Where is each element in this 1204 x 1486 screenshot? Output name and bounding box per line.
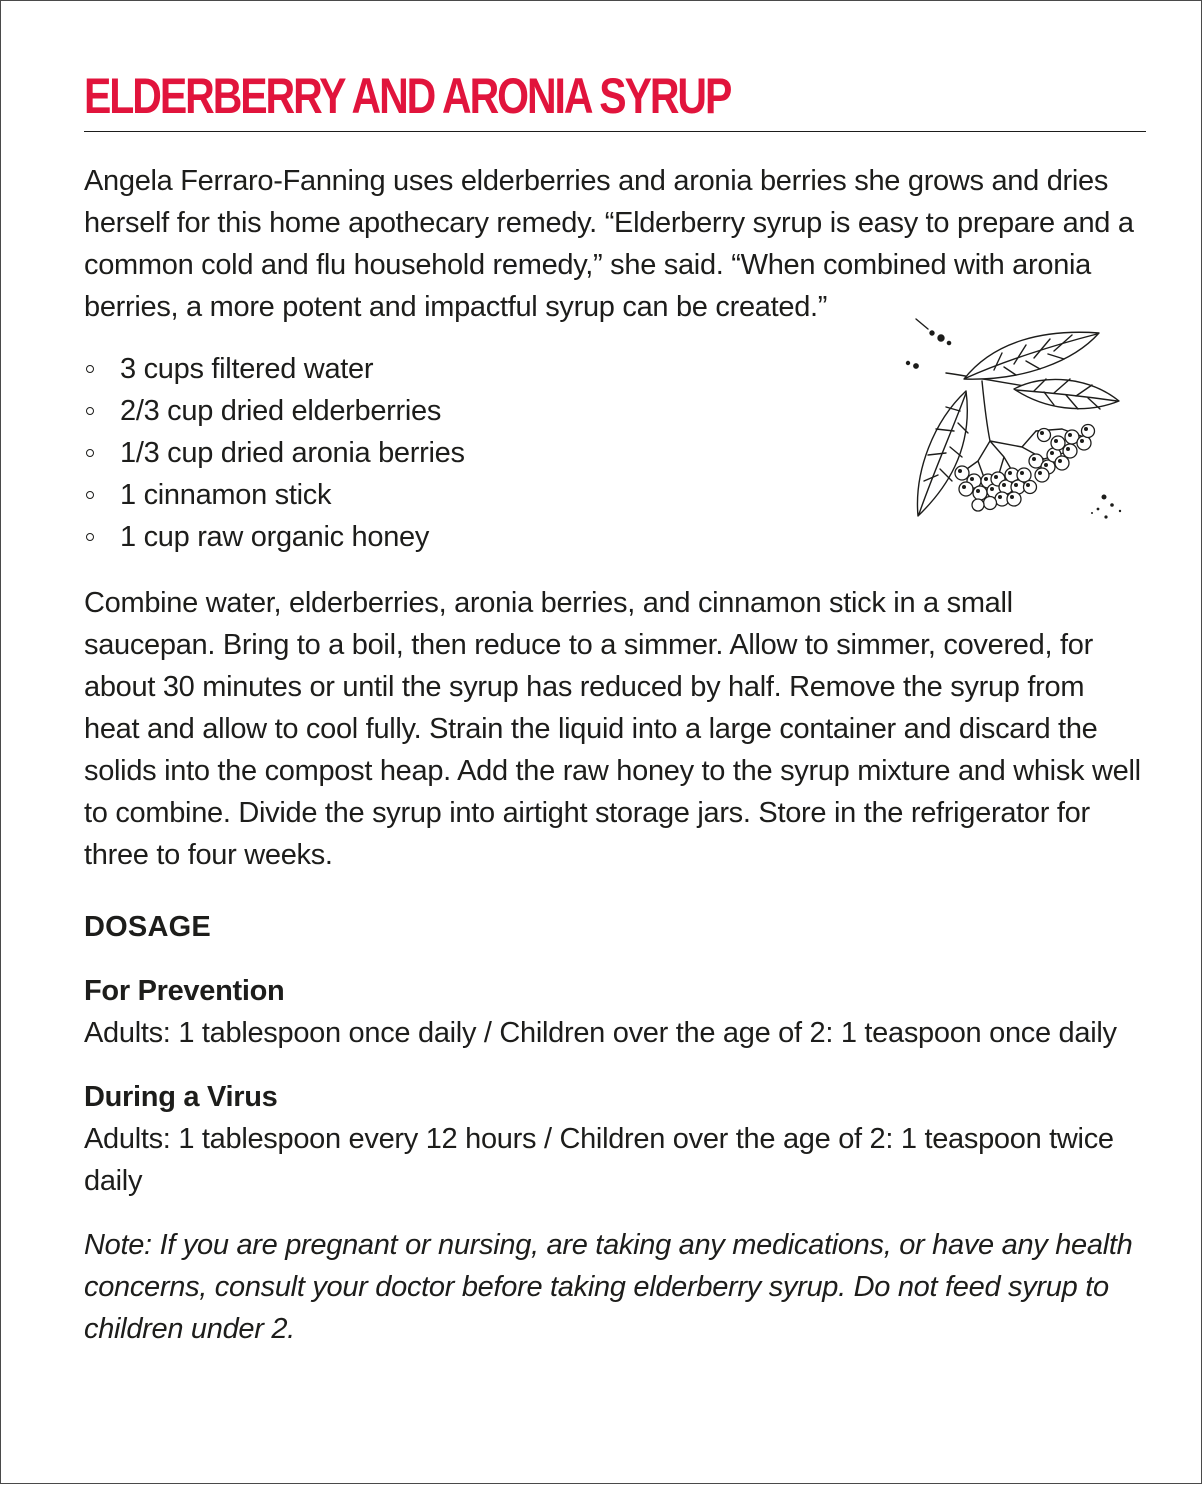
recipe-title: ELDERBERRY AND ARONIA SYRUP (84, 68, 731, 124)
dosage-heading: DOSAGE (84, 911, 211, 943)
prevention-dosage: Adults: 1 tablespoon once daily / Children over the age of 2: 1 teaspoon once daily (84, 1017, 1117, 1049)
recipe-content (84, 63, 1146, 1350)
ingredient-item: 2/3 cup dried elderberries (84, 390, 1146, 432)
ingredient-item: 1 cup raw organic honey (84, 516, 1146, 558)
recipe-intro: Angela Ferraro-Fanning uses elderberries and aronia berries she grows and dries herself for this home apothecary remedy. “Elderberry syrup is easy to prepare and a common cold and flu household remedy,” she said. “When combined with aronia berries, a more potent and impactful syrup can be created.” (84, 165, 1134, 323)
bullet-icon (86, 407, 94, 415)
safety-note: Note: If you are pregnant or nursing, are taking any medications, or have any health concerns, consult your doctor before taking elderberry syrup. Do not feed syrup to children under 2. (84, 1229, 1133, 1345)
recipe-method: Combine water, elderberries, aronia berries, and cinnamon stick in a small saucepan. Bring to a boil, then reduce to a simmer. Allow to simmer, covered, for about 30 minutes or until the syrup has reduced by half. Remove the syrup from heat and allow to cool fully. Strain the liquid into a large container and discard the solids into the compost heap. Add the raw honey to the syrup mixture and whisk well to combine. Divide the syrup into airtight storage jars. Store in the refrigerator for three to four weeks. (84, 587, 1141, 871)
bullet-icon (86, 533, 94, 541)
bullet-icon (86, 365, 94, 373)
title-divider (84, 131, 1146, 132)
bullet-icon (86, 491, 94, 499)
prevention-heading: For Prevention (84, 975, 285, 1007)
virus-heading: During a Virus (84, 1081, 278, 1113)
ingredient-item: 3 cups filtered water (84, 348, 1146, 390)
ingredient-item: 1 cinnamon stick (84, 474, 1146, 516)
ingredients-section (84, 348, 1146, 560)
virus-dosage: Adults: 1 tablespoon every 12 hours / Children over the age of 2: 1 teaspoon twice daily (84, 1123, 1114, 1197)
bullet-icon (86, 449, 94, 457)
elderberry-branch-icon (894, 311, 1129, 531)
ingredient-item: 1/3 cup dried aronia berries (84, 432, 1146, 474)
